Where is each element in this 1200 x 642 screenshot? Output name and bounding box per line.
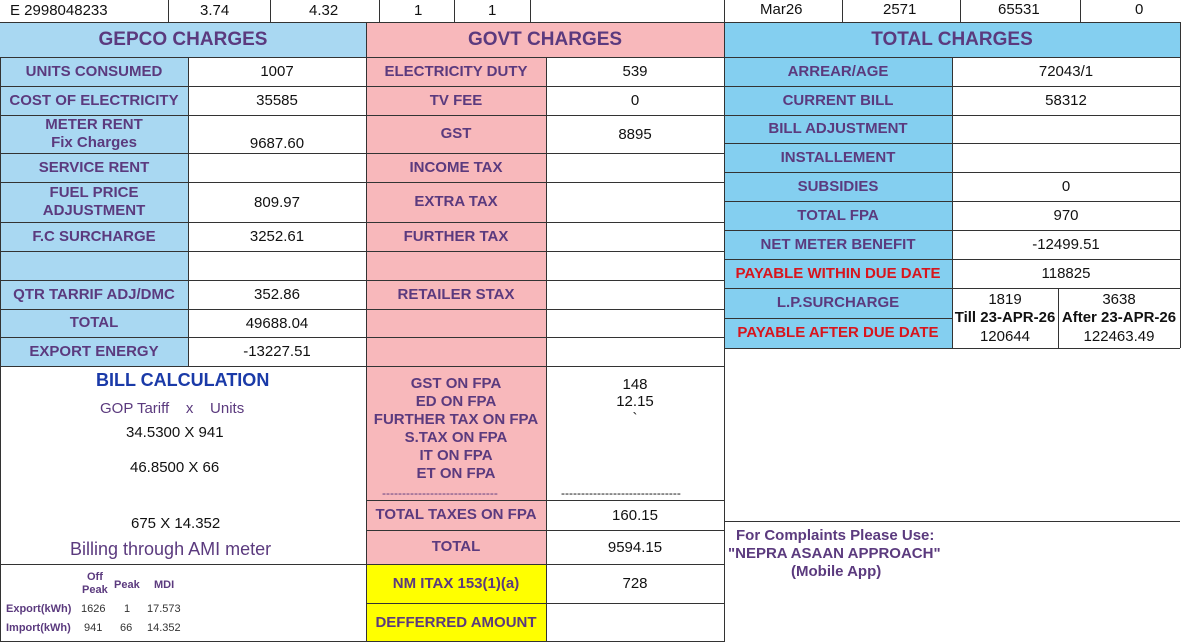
govt-value-electricity-duty: 539 <box>622 63 648 80</box>
import-mdi: 14.352 <box>147 622 181 634</box>
hline <box>724 115 1180 116</box>
total-value-subsidies: 0 <box>1061 178 1071 195</box>
gepco-label-qtr-tarrif: QTR TARRIF ADJ/DMC <box>13 285 175 303</box>
total-value-current-bill: 58312 <box>1045 92 1087 109</box>
complaints-line3: (Mobile App) <box>791 563 882 580</box>
meter-rent-line2: Fix Charges <box>51 134 137 151</box>
nm-itax-label: NM ITAX 153(1)(a) <box>392 574 520 592</box>
total-value-installement <box>952 143 1180 172</box>
export-peak: 1 <box>124 603 131 615</box>
govt-value-further-tax <box>546 222 724 251</box>
hline <box>0 251 724 252</box>
top-ref: E 2998048233 <box>10 2 108 19</box>
lp-till-value: 1819 <box>988 290 1022 308</box>
deferred-amount-value <box>546 603 724 642</box>
hline <box>0 182 724 183</box>
gepco-value-qtr-tarrif: 352.86 <box>254 286 300 303</box>
govt-value-income-tax <box>546 153 724 182</box>
hline <box>724 259 1180 260</box>
col-offpeak-1: Off <box>87 571 103 583</box>
gepco-label-fc-surcharge: F.C SURCHARGE <box>32 227 156 245</box>
total-label-payable-within: PAYABLE WITHIN DUE DATE <box>735 264 941 282</box>
govt-value-total: 9594.15 <box>607 538 663 556</box>
complaints-line2: "NEPRA ASAAN APPROACH" <box>728 545 941 562</box>
gepco-label-service-rent: SERVICE RENT <box>38 158 150 176</box>
total-value-bill-adjustment <box>952 115 1180 143</box>
top-v3: 1 <box>414 2 423 19</box>
vline <box>168 0 169 22</box>
hline <box>0 564 724 565</box>
hline <box>0 337 724 338</box>
gepco-value-meter-rent: 9687.60 <box>249 135 305 152</box>
vline <box>530 0 531 22</box>
total-value-total-fpa: 970 <box>1053 207 1079 224</box>
col-mdi: MDI <box>154 579 175 591</box>
gepco-label-total: TOTAL <box>69 314 119 331</box>
gepco-label-cost-of-electricity: COST OF ELECTRICITY <box>9 91 179 109</box>
vline <box>188 57 189 366</box>
vline <box>1180 22 1181 348</box>
total-label-total-fpa: TOTAL FPA <box>797 206 879 224</box>
govt-value-gst: 8895 <box>618 125 652 143</box>
fpa-label-stax: S.TAX ON FPA <box>404 429 508 446</box>
fuel-price-line2: ADJUSTMENT <box>42 202 146 219</box>
lp-after-value: 3638 <box>1102 290 1136 308</box>
govt-dash-right: ------------------------------ <box>561 486 681 500</box>
govt-label-income-tax: INCOME TAX <box>409 158 503 176</box>
total-label-subsidies: SUBSIDIES <box>797 177 879 195</box>
vline <box>454 0 455 22</box>
top-v2: 4.32 <box>309 2 339 19</box>
hline <box>724 288 1180 289</box>
total-value-payable-within: 118825 <box>1041 265 1091 282</box>
fpa-value-ed: 12.15 <box>616 393 654 410</box>
vline <box>270 0 271 22</box>
fpa-label-it: IT ON FPA <box>419 447 493 464</box>
gepco-charges-title: GEPCO CHARGES <box>98 28 268 50</box>
export-label: Export(kWh) <box>6 603 72 615</box>
total-label-arrear: ARREAR/AGE <box>787 62 889 80</box>
vline <box>960 0 961 22</box>
gepco-label-units-consumed: UNITS CONSUMED <box>25 62 163 80</box>
export-mdi: 17.573 <box>147 603 181 615</box>
total-label-net-meter-benefit: NET METER BENEFIT <box>760 235 916 253</box>
govt-label-retailer-stax: RETAILER STAX <box>397 285 515 303</box>
hline <box>0 57 1180 58</box>
fuel-price-line1: FUEL PRICE <box>49 184 139 201</box>
gepco-value-total: 49688.04 <box>245 314 309 332</box>
top-r1: 2571 <box>883 1 917 18</box>
total-label-payable-after: PAYABLE AFTER DUE DATE <box>737 324 939 341</box>
total-label-current-bill: CURRENT BILL <box>782 91 894 109</box>
import-peak: 66 <box>120 622 133 634</box>
govt-label-total-taxes-fpa: TOTAL TAXES ON FPA <box>375 506 537 523</box>
gepco-label-export-energy: EXPORT ENERGY <box>29 342 159 360</box>
govt-value-total-taxes-fpa: 160.15 <box>612 506 658 524</box>
nm-itax-value: 728 <box>622 575 648 592</box>
meter-rent-line1: METER RENT <box>45 116 143 133</box>
fpa-value-gst: 148 <box>622 376 648 393</box>
gepco-value-cost-of-electricity: 35585 <box>256 92 298 109</box>
govt-fpa-values <box>546 376 724 436</box>
hline <box>0 280 724 281</box>
top-v4: 1 <box>488 2 497 19</box>
deferred-amount-label: DEFFERRED AMOUNT <box>375 613 537 631</box>
govt-label-tv-fee: TV FEE <box>429 91 483 109</box>
top-month: Mar26 <box>760 1 803 18</box>
hline <box>366 530 724 531</box>
fpa-label-et: ET ON FPA <box>416 465 496 482</box>
hline <box>724 348 1180 349</box>
col-offpeak-2: Peak <box>82 584 108 596</box>
hline <box>0 222 724 223</box>
bill-calc-line1: 34.5300 X 941 <box>126 424 224 441</box>
vline <box>842 0 843 22</box>
pay-till-value: 120644 <box>979 327 1031 345</box>
govt-label-extra-tax: EXTRA TAX <box>414 193 498 210</box>
import-label: Import(kWh) <box>6 622 71 634</box>
vline <box>1058 288 1059 348</box>
bill-calc-footer: Billing through AMI meter <box>70 539 272 559</box>
top-r2: 65531 <box>998 1 1040 18</box>
hline <box>724 86 1180 87</box>
govt-label-electricity-duty: ELECTRICITY DUTY <box>384 62 528 80</box>
bill-calc-header: GOP Tariff x Units <box>100 400 245 417</box>
gepco-value-units-consumed: 1007 <box>260 63 294 80</box>
fpa-label-gst: GST ON FPA <box>410 375 502 392</box>
top-r3: 0 <box>1135 1 1144 18</box>
complaints-line1: For Complaints Please Use: <box>736 527 935 544</box>
govt-fpa-labels <box>366 375 546 487</box>
gepco-label-meter-rent <box>0 115 188 153</box>
govt-charges-title: GOVT CHARGES <box>467 28 623 50</box>
hline <box>724 143 1180 144</box>
total-charges-title: TOTAL CHARGES <box>871 28 1033 50</box>
vline <box>724 0 725 642</box>
hline <box>724 318 952 319</box>
fpa-value-tick: ` <box>632 410 638 427</box>
total-label-installement: INSTALLEMENT <box>780 148 896 166</box>
bill-calc-line2: 46.8500 X 66 <box>130 459 220 476</box>
vline <box>546 57 547 642</box>
hline <box>0 153 724 154</box>
vline <box>0 57 1 642</box>
vline <box>1080 0 1081 22</box>
total-label-bill-adjustment: BILL ADJUSTMENT <box>768 120 908 137</box>
hline <box>724 172 1180 173</box>
govt-label-further-tax: FURTHER TAX <box>403 227 509 245</box>
total-value-arrear: 72043/1 <box>1038 63 1094 80</box>
gepco-value-service-rent <box>188 153 366 182</box>
hline <box>0 22 1180 23</box>
bill-calc-title: BILL CALCULATION <box>96 370 270 390</box>
hline <box>0 366 724 367</box>
gepco-value-export-energy: -13227.51 <box>243 343 311 360</box>
gepco-label-fuel-price-adjustment <box>0 182 188 222</box>
till-date-label: Till 23-APR-26 <box>954 308 1056 326</box>
fpa-label-ed: ED ON FPA <box>415 393 497 410</box>
hline <box>724 521 1180 522</box>
govt-dash-left: ----------------------------- <box>382 486 498 500</box>
import-offpeak: 941 <box>84 622 103 634</box>
top-v1: 3.74 <box>200 2 230 19</box>
hline <box>724 201 1180 202</box>
govt-value-extra-tax <box>546 182 724 222</box>
vline <box>952 57 953 348</box>
after-date-label: After 23-APR-26 <box>1061 308 1177 326</box>
total-label-lp-surcharge: L.P.SURCHARGE <box>776 294 900 311</box>
govt-value-retailer-stax <box>546 280 724 309</box>
export-offpeak: 1626 <box>81 603 106 615</box>
gepco-value-fc-surcharge: 3252.61 <box>249 228 305 245</box>
gepco-value-fuel-price-adjustment: 809.97 <box>254 193 300 211</box>
vline <box>379 0 380 22</box>
total-value-net-meter-benefit: -12499.51 <box>1032 236 1100 253</box>
col-peak: Peak <box>114 579 140 591</box>
hline <box>366 603 724 604</box>
govt-value-tv-fee: 0 <box>630 92 640 109</box>
fpa-label-further-tax: FURTHER TAX ON FPA <box>373 411 539 428</box>
hline <box>0 115 724 116</box>
pay-after-value: 122463.49 <box>1083 327 1155 345</box>
govt-label-total: TOTAL <box>431 538 481 555</box>
govt-label-gst: GST <box>440 125 472 142</box>
hline <box>366 500 724 501</box>
hline <box>0 309 724 310</box>
bill-calc-line3: 675 X 14.352 <box>131 515 221 532</box>
hline <box>724 230 1180 231</box>
hline <box>0 86 724 87</box>
